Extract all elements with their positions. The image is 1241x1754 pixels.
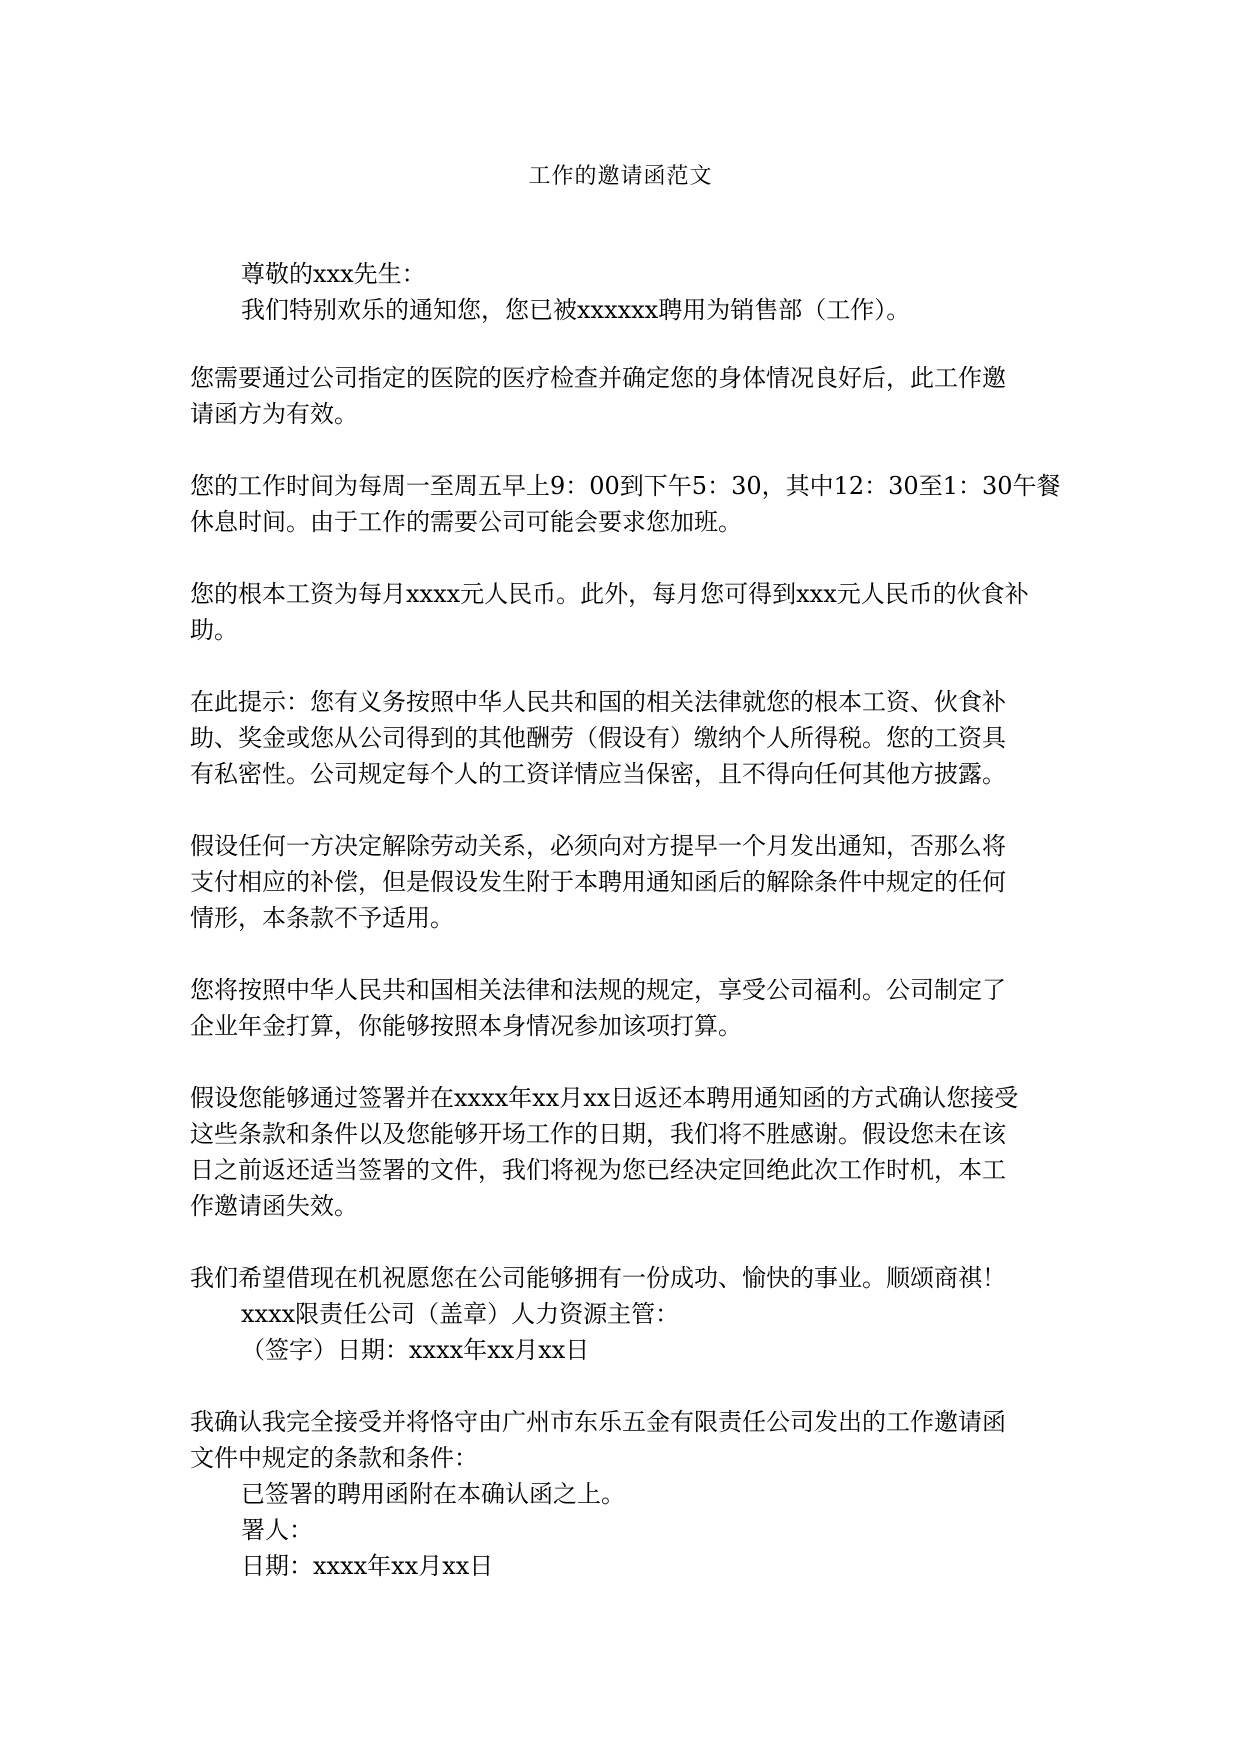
signer-label: 署人： (241, 1516, 313, 1544)
paragraph-line: 休息时间。由于工作的需要公司可能会要求您加班。 (190, 508, 742, 536)
closing-line: 我们希望借现在机祝愿您在公司能够拥有一份成功、愉快的事业。顺颂商祺！ (190, 1264, 1006, 1292)
paragraph-line: 企业年金打算，你能够按照本身情况参加该项打算。 (190, 1012, 742, 1040)
closing-block (190, 1260, 1060, 1368)
signer-date: 日期：xxxx年xx月xx日 (241, 1552, 494, 1580)
greeting: 尊敬的xxx先生： (241, 260, 426, 288)
paragraph-line: 情形，本条款不予适用。 (190, 904, 454, 932)
confirmation-block (190, 1404, 1060, 1584)
paragraph-termination (190, 828, 1060, 936)
paragraph-line: 请函方为有效。 (190, 400, 358, 428)
paragraph-line: 日之前返还适当签署的文件，我们将视为您已经决定回绝此次工作时机，本工 (190, 1156, 1006, 1184)
paragraph-acceptance (190, 1080, 1060, 1224)
paragraph-line: 您需要通过公司指定的医院的医疗检查并确定您的身体情况良好后，此工作邀 (190, 364, 1006, 392)
paragraph-line: 助、奖金或您从公司得到的其他酬劳（假设有）缴纳个人所得税。您的工资具 (190, 724, 1006, 752)
paragraph-tax-notice (190, 684, 1060, 792)
paragraph-medical-check (190, 360, 1060, 432)
paragraph-line: 假设您能够通过签署并在xxxx年xx月xx日返还本聘用通知函的方式确认您接受 (190, 1084, 1019, 1112)
paragraph-line: 您将按照中华人民共和国相关法律和法规的规定，享受公司福利。公司制定了 (190, 976, 1006, 1004)
paragraph-line: 您的根本工资为每月xxxx元人民币。此外，每月您可得到xxx元人民币的伙食补 (190, 580, 1029, 608)
confirmation-line: 我确认我完全接受并将恪守由广州市东乐五金有限责任公司发出的工作邀请函 (190, 1408, 1006, 1436)
paragraph-line: 这些条款和条件以及您能够开场工作的日期，我们将不胜感谢。假设您未在该 (190, 1120, 1006, 1148)
paragraph-line: 作邀请函失效。 (190, 1192, 358, 1220)
paragraph-line: 假设任何一方决定解除劳动关系，必须向对方提早一个月发出通知，否那么将 (190, 832, 1006, 860)
paragraph-line: 助。 (190, 616, 238, 644)
paragraph-salary (190, 576, 1060, 648)
opening-line: 我们特别欢乐的通知您，您已被xxxxxx聘用为销售部（工作）。 (241, 296, 911, 324)
paragraph-benefits (190, 972, 1060, 1044)
paragraph-line: 您的工作时间为每周一至周五早上9：00到下午5：30，其中12：30至1：30午餐 (190, 472, 1061, 500)
confirmation-line: 文件中规定的条款和条件： (190, 1444, 478, 1472)
company-signature: xxxx限责任公司（盖章）人力资源主管： (241, 1300, 680, 1328)
paragraph-working-hours (190, 468, 1060, 540)
document-title: 工作的邀请函范文 (528, 164, 713, 189)
paragraph-line: 有私密性。公司规定每个人的工资详情应当保密，且不得向任何其他方披露。 (190, 760, 1006, 788)
paragraph-line: 在此提示：您有义务按照中华人民共和国的相关法律就您的根本工资、伙食补 (190, 688, 1006, 716)
company-sign-date: （签字）日期：xxxx年xx月xx日 (241, 1336, 590, 1364)
attached-note: 已签署的聘用函附在本确认函之上。 (241, 1480, 625, 1508)
paragraph-line: 支付相应的补偿，但是假设发生附于本聘用通知函后的解除条件中规定的任何 (190, 868, 1006, 896)
letter-body (190, 256, 1060, 1584)
